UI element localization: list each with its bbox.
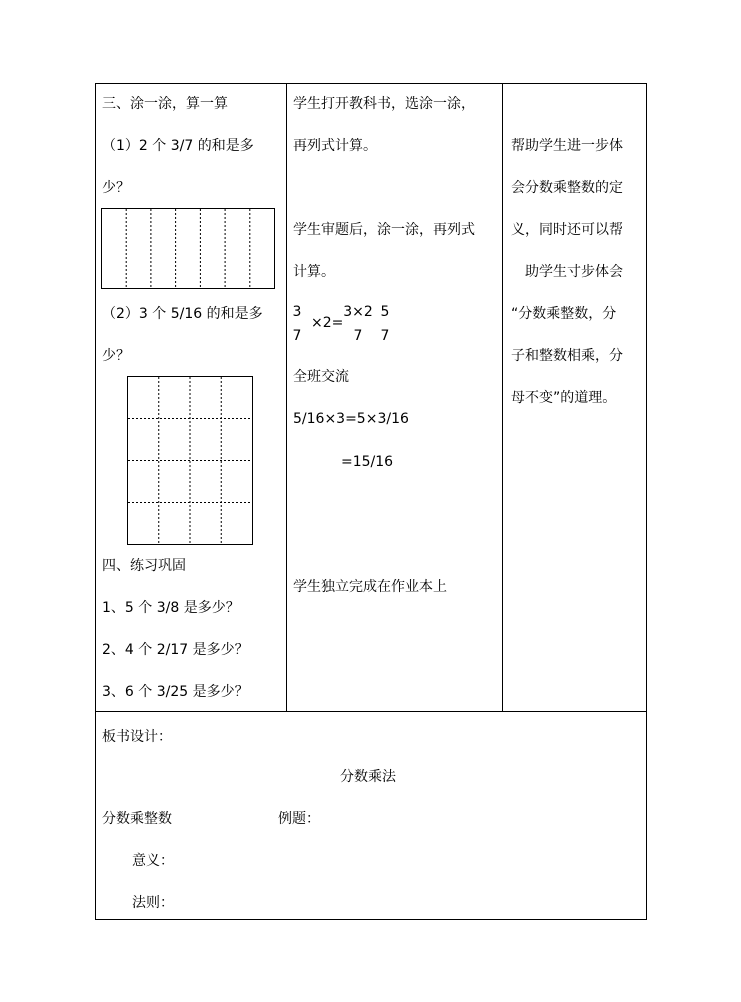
design-intent-line-3: 义，同时还可以帮 (511, 222, 623, 238)
board-example-label: 例题： (278, 811, 320, 827)
table-left-border (95, 83, 96, 920)
board-design-label: 板书设计： (102, 729, 172, 745)
student-activity-line-1: 学生打开教科书，选涂一涂， (293, 96, 475, 112)
fraction-2-numerator: 3×2 (343, 304, 373, 320)
table-right-border (646, 83, 647, 920)
practice-item-2: 2、4 个 2/17 是多少？ (102, 642, 249, 658)
question-1-line-2: 少？ (102, 180, 130, 196)
design-intent-line-2: 会分数乘整数的定 (511, 180, 623, 196)
table-bottom-border (95, 919, 647, 920)
practice-item-1: 1、5 个 3/8 是多少？ (102, 600, 240, 616)
design-intent-line-7: 母不变”的道理。 (511, 390, 617, 406)
design-intent-line-6: 子和整数相乘，分 (511, 348, 623, 364)
board-meaning-label: 意义： (132, 853, 174, 869)
design-intent-line-1: 帮助学生进一步体 (511, 138, 623, 154)
figure-sevenths-rectangle (101, 208, 276, 290)
practice-item-3: 3、6 个 3/25 是多少？ (102, 684, 249, 700)
fraction-2-denominator: 7 (353, 328, 363, 344)
design-intent-line-4: 助学生寸步体会 (525, 264, 623, 280)
col-divider-2 (502, 83, 503, 711)
figure-sixteenths-grid (127, 376, 254, 546)
calculation-step-1: 5/16×3=5×3/16 (293, 411, 409, 427)
fraction-3-numerator: 5 (380, 304, 390, 320)
fraction-1-numerator: 3 (292, 304, 302, 320)
fraction-1-denominator: 7 (292, 328, 302, 344)
section-heading-four: 四、练习巩固 (102, 558, 186, 574)
student-activity-line-4: 计算。 (293, 264, 335, 280)
calculation-step-2: =15/16 (341, 454, 394, 470)
question-1-line-1: （1）2 个 3/7 的和是多 (102, 138, 254, 154)
row-divider (95, 711, 647, 712)
board-rule-label: 法则： (132, 895, 174, 911)
section-heading-three: 三、涂一涂，算一算 (102, 96, 228, 112)
question-2-line-1: （2）3 个 5/16 的和是多 (102, 306, 263, 322)
board-title: 分数乘法 (340, 769, 396, 785)
times-two-equals: ×2= (311, 315, 344, 331)
class-exchange: 全班交流 (293, 369, 349, 385)
table-top-border (95, 83, 647, 84)
question-2-line-2: 少？ (102, 348, 130, 364)
fraction-3-denominator: 7 (380, 328, 390, 344)
col-divider-1 (286, 83, 287, 711)
homework-note: 学生独立完成在作业本上 (293, 579, 447, 595)
design-intent-line-5: “分数乘整数，分 (511, 306, 617, 322)
student-activity-line-2: 再列式计算。 (293, 138, 377, 154)
student-activity-line-3: 学生审题后，涂一涂，再列式 (293, 222, 475, 238)
board-left-heading: 分数乘整数 (102, 811, 172, 827)
